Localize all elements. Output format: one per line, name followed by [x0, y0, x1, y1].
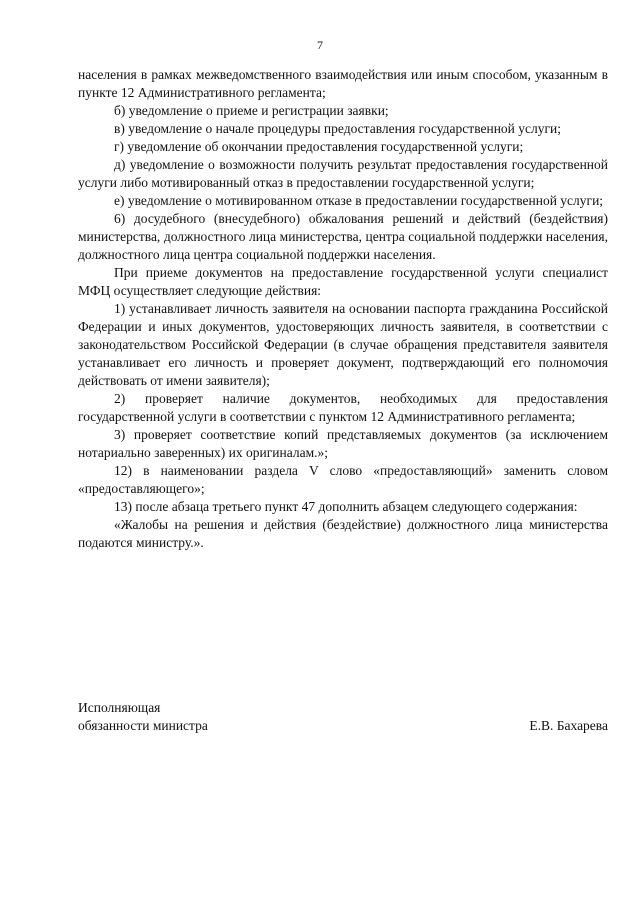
paragraph: населения в рамках межведомственного взаимодействия или иным способом, указанным в пункте 12 Административного регламента;: [78, 67, 608, 100]
paragraph: 6) досудебного (внесудебного) обжалования решений и действий (бездействия) министерства, должностного лица министерства, центра социальной поддержки населения, должностного лица центра социальной поддержки населения.: [78, 211, 608, 262]
paragraph: 12) в наименовании раздела V слово «предоставляющий» заменить словом «предоставляющего»;: [78, 463, 608, 496]
paragraph: г) уведомление об окончании предоставления государственной услуги;: [114, 139, 524, 154]
signer-position-line1: Исполняющая: [78, 700, 161, 715]
paragraph: 2) проверяет наличие документов, необходимых для предоставления государственной услуги в соответствии с пунктом 12 Административного регламента;: [78, 391, 608, 424]
document-body: [78, 66, 608, 552]
paragraph: д) уведомление о возможности получить результат предоставления государственной услуги либо мотивированный отказ в предоставлении государственной услуги;: [78, 157, 608, 190]
paragraph: При приеме документов на предоставление государственной услуги специалист МФЦ осуществляет следующие действия:: [78, 265, 608, 298]
paragraph: б) уведомление о приеме и регистрации заявки;: [114, 103, 389, 118]
paragraph: в) уведомление о начале процедуры предоставления государственной услуги;: [114, 121, 562, 136]
paragraph: 1) устанавливает личность заявителя на основании паспорта гражданина Российской Федерации и иных документов, удостоверяющих личность заявителя, в соответствии с законодательством Российской Федерации (в случае обращения представителя заявителя устанавливает его личность и проверяет документ, подтверждающий его полномочия действовать от имени заявителя);: [78, 301, 608, 388]
paragraph: 3) проверяет соответствие копий представляемых документов (за исключением нотариально заверенных) их оригиналам.»;: [78, 427, 608, 460]
paragraph: е) уведомление о мотивированном отказе в предоставлении государственной услуги;: [114, 193, 604, 208]
paragraph: 13) после абзаца третьего пункт 47 дополнить абзацем следующего содержания:: [114, 499, 578, 514]
page-number: 7: [317, 38, 323, 52]
signature-block: [78, 699, 608, 735]
signer-position-line2: обязанности министра: [78, 718, 208, 733]
paragraph: «Жалобы на решения и действия (бездействие) должностного лица министерства подаются министру.».: [78, 517, 608, 550]
signer-name: Е.В. Бахарева: [529, 718, 608, 733]
